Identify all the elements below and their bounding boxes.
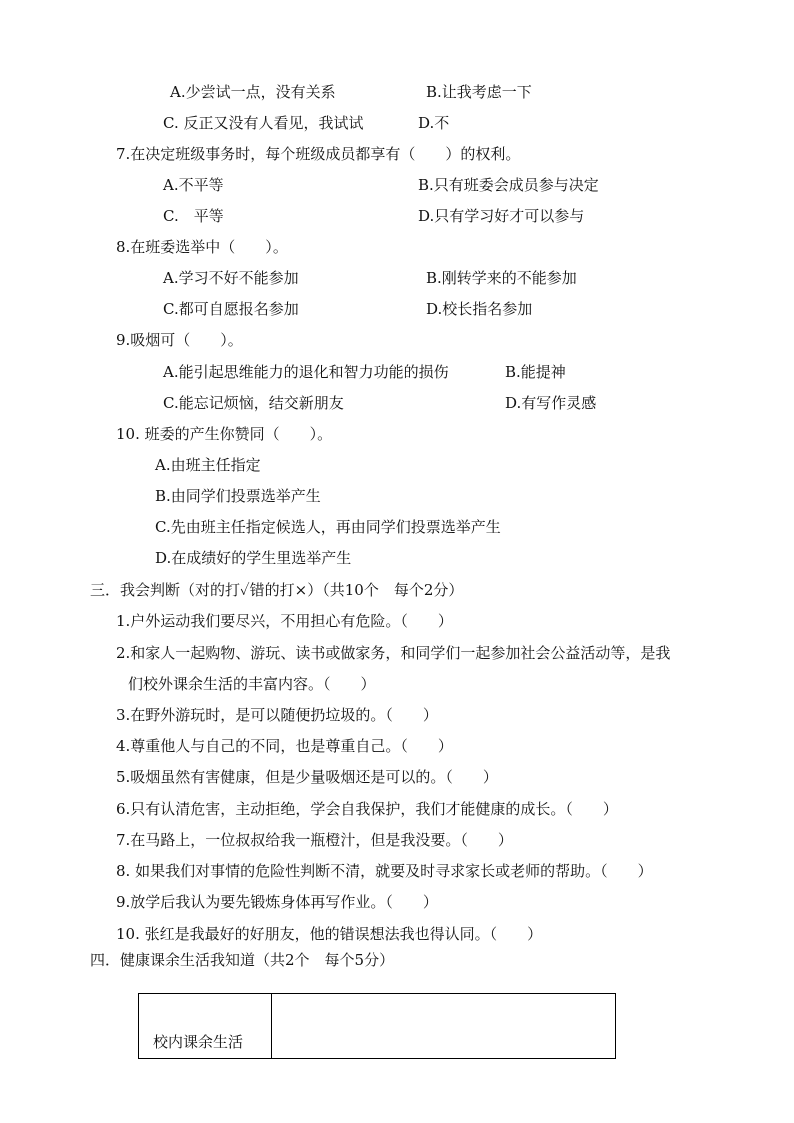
judge-item-4: 4.尊重他人与自己的不同，也是尊重自己。（ ） — [116, 737, 453, 755]
q7-option-b: B.只有班委会成员参与决定 — [418, 176, 599, 194]
q8-option-a: A.学习不好不能参加 — [163, 269, 299, 287]
q8-option-d: D.校长指名参加 — [426, 300, 533, 318]
q10-option-d: D.在成绩好的学生里选举产生 — [155, 549, 352, 567]
judge-item-3: 3.在野外游玩时，是可以随便扔垃圾的。（ ） — [116, 706, 438, 724]
q9-option-c: C.能忘记烦恼，结交新朋友 — [163, 394, 344, 412]
q7-option-d: D.只有学习好才可以参与 — [418, 207, 585, 225]
q9-option-b: B.能提神 — [505, 363, 566, 381]
q8-option-c: C.都可自愿报名参加 — [163, 300, 299, 318]
q9-option-a: A.能引起思维能力的退化和智力功能的损伤 — [163, 363, 449, 381]
section3-heading: 三．我会判断（对的打✓错的打×）（共10个 每个2分） — [90, 581, 464, 599]
q7-option-c: C. 平等 — [163, 207, 224, 225]
q7-question: 7.在决定班级事务时，每个班级成员都享有（ ）的权利。 — [116, 145, 521, 163]
q10-question: 10. 班委的产生你赞同（ ）。 — [116, 425, 333, 443]
q8-option-b: B.刚转学来的不能参加 — [426, 269, 577, 287]
judge-item-7: 7.在马路上，一位叔叔给我一瓶橙汁，但是我没要。（ ） — [116, 831, 513, 849]
q10-option-b: B.由同学们投票选举产生 — [155, 487, 321, 505]
q6-option-d: D.不 — [418, 114, 450, 132]
judge-item-10: 10. 张红是我最好的好朋友，他的错误想法我也得认同。（ ） — [116, 925, 543, 943]
judge-item-8: 8. 如果我们对事情的危险性判断不清，就要及时寻求家长或老师的帮助。（ ） — [116, 862, 653, 880]
activity-table — [138, 993, 616, 1059]
q10-option-a: A.由班主任指定 — [155, 456, 261, 474]
judge-item-5: 5.吸烟虽然有害健康，但是少量吸烟还是可以的。（ ） — [116, 768, 498, 786]
section4-heading: 四．健康课余生活我知道（共2个 每个5分） — [90, 951, 395, 969]
q8-question: 8.在班委选举中（ ）。 — [116, 238, 288, 256]
q9-question: 9.吸烟可（ ）。 — [116, 331, 243, 349]
table-divider — [271, 994, 272, 1058]
table-label-school: 校内课余生活 — [153, 1033, 244, 1051]
judge-item-1: 1.户外运动我们要尽兴，不用担心有危险。（ ） — [116, 612, 453, 630]
q6-option-b: B.让我考虑一下 — [426, 83, 532, 101]
q6-option-a: A.少尝试一点，没有关系 — [170, 83, 336, 101]
q10-option-c: C.先由班主任指定候选人，再由同学们投票选举产生 — [155, 518, 501, 536]
judge-item-9: 9.放学后我认为要先锻炼身体再写作业。（ ） — [116, 893, 438, 911]
judge-item-2: 2.和家人一起购物、游玩、读书或做家务，和同学们一起参加社会公益活动等，是我 — [116, 644, 671, 662]
q9-option-d: D.有写作灵感 — [505, 394, 597, 412]
judge-item-6: 6.只有认清危害，主动拒绝，学会自我保护，我们才能健康的成长。（ ） — [116, 800, 618, 818]
q6-option-c: C. 反正又没有人看见，我试试 — [163, 114, 364, 132]
q7-option-a: A.不平等 — [163, 176, 224, 194]
judge-item-2-cont: 们校外课余生活的丰富内容。（ ） — [128, 675, 376, 693]
